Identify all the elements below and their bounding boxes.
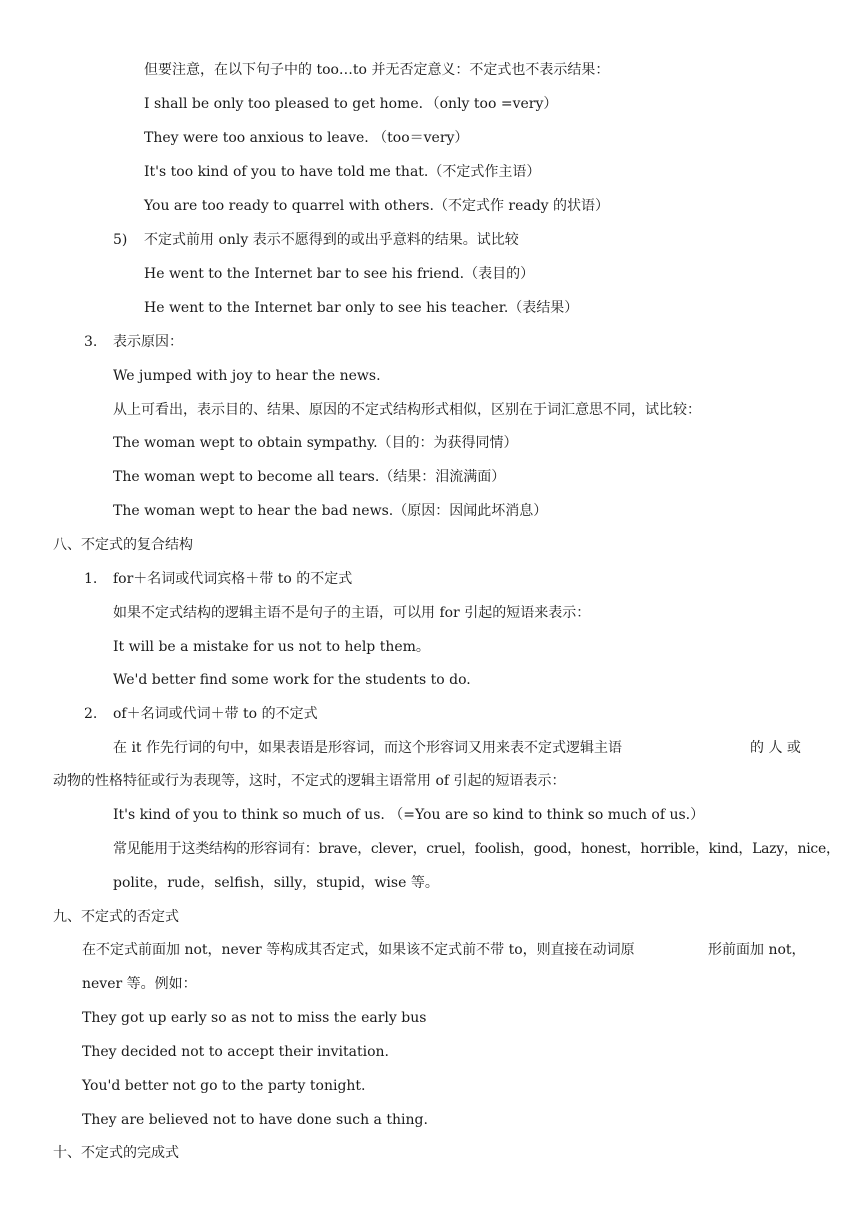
list-item-text: for＋名词或代词宾格＋带 to 的不定式	[113, 571, 353, 587]
text-line: 在 it 作先行词的句中，如果表语是形容词，而这个形容词又用来表不定式逻辑主语	[113, 740, 623, 756]
example-sentence: The woman wept to hear the bad news.（原因：因闻此坏消息）	[113, 503, 548, 519]
example-sentence: They got up early so as not to miss the early bus	[82, 1010, 427, 1026]
text-line: 形前面加 not，	[708, 942, 806, 958]
example-sentence: It will be a mistake for us not to help them。	[113, 639, 430, 655]
example-sentence: The woman wept to become all tears.（结果：泪流满面）	[113, 469, 506, 485]
list-number: 1.	[84, 571, 98, 587]
text-line: 如果不定式结构的逻辑主语不是句子的主语，可以用 for 引起的短语来表示：	[113, 605, 591, 621]
example-sentence: We'd better find some work for the students to do.	[113, 672, 471, 688]
example-sentence: They decided not to accept their invitation.	[82, 1044, 390, 1060]
text-line: 的 人 或	[750, 740, 801, 756]
text-line: 从上可看出，表示目的、结果、原因的不定式结构形式相似，区别在于词汇意思不同，试比较：	[113, 402, 701, 418]
example-sentence: He went to the Internet bar only to see his teacher.（表结果）	[144, 300, 579, 316]
list-item-text: of＋名词或代词＋带 to 的不定式	[113, 706, 318, 722]
example-sentence: The woman wept to obtain sympathy.（目的：为获得同情）	[113, 435, 518, 451]
section-heading: 八、不定式的复合结构	[53, 537, 193, 553]
example-sentence: You'd better not go to the party tonight.	[82, 1078, 366, 1094]
text-line: 常见能用于这类结构的形容词有：brave，clever，cruel，foolish，good，honest，horrible，kind，Lazy，nice，	[113, 841, 840, 857]
text-line: never 等。例如：	[82, 976, 197, 992]
example-sentence: They are believed not to have done such a thing.	[82, 1112, 428, 1128]
list-item-text: 表示原因：	[113, 334, 183, 350]
list-number: 3.	[84, 334, 98, 350]
section-heading: 九、不定式的否定式	[53, 909, 179, 925]
text-line: 但要注意，在以下句子中的 too…to 并无否定意义：不定式也不表示结果：	[144, 62, 610, 78]
text-line: polite，rude，selfish，silly，stupid，wise 等。	[113, 875, 439, 891]
section-heading: 十、不定式的完成式	[53, 1145, 179, 1161]
example-sentence: It's too kind of you to have told me that.（不定式作主语）	[144, 164, 541, 180]
example-sentence: We jumped with joy to hear the news.	[113, 368, 381, 384]
list-item-text: 不定式前用 only 表示不愿得到的或出乎意料的结果。试比较	[144, 232, 519, 248]
list-number: 5)	[113, 232, 128, 248]
example-sentence: You are too ready to quarrel with others.（不定式作 ready 的状语）	[144, 198, 610, 214]
list-number: 2.	[84, 706, 98, 722]
example-sentence: I shall be only too pleased to get home．（only too =very）	[144, 96, 558, 112]
example-sentence: They were too anxious to leave. （too＝very）	[144, 130, 469, 146]
text-line: 在不定式前面加 not，never 等构成其否定式，如果该不定式前不带 to，则直接在动词原	[82, 942, 635, 958]
example-sentence: It's kind of you to think so much of us. （=You are so kind to think so much of us.）	[113, 807, 705, 823]
text-line: 动物的性格特征或行为表现等，这时，不定式的逻辑主语常用 of 引起的短语表示：	[53, 773, 566, 789]
example-sentence: He went to the Internet bar to see his friend.（表目的）	[144, 266, 535, 282]
